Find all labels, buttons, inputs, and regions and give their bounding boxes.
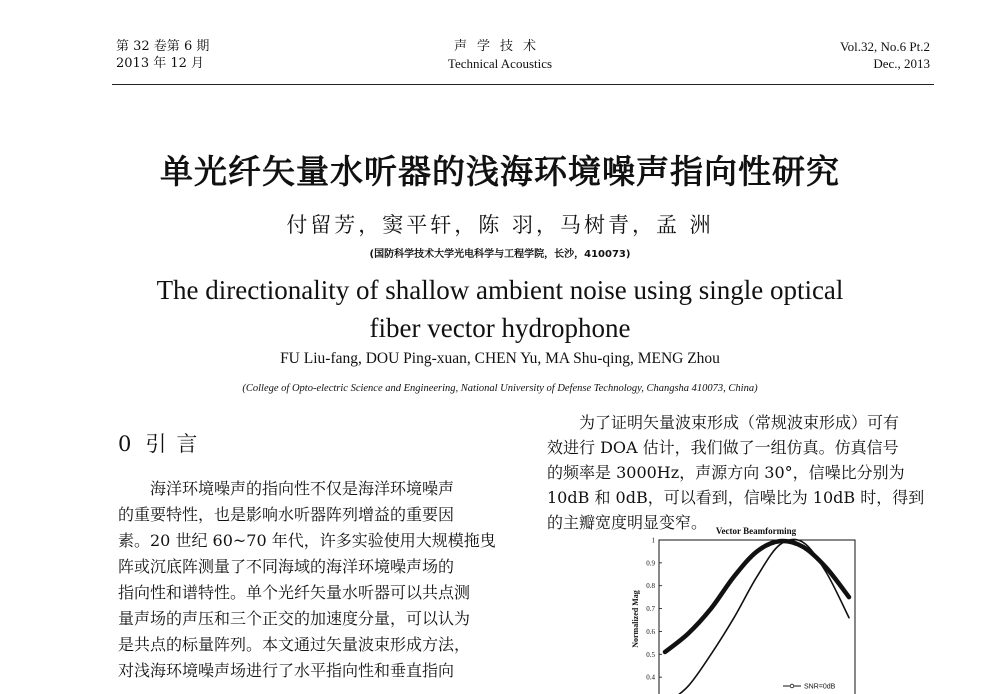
paragraph-line: 为了证明矢量波束形成（常规波束形成）可有	[547, 410, 939, 435]
paper-title-en-line1: The directionality of shallow ambient noise using single optical	[0, 271, 1000, 309]
journal-name-cn: 声学技术	[0, 38, 1000, 55]
series-lines	[665, 539, 849, 694]
y-axis-ticks	[646, 537, 662, 694]
affiliation-en: (College of Opto-electric Science and Engineering, National University of Defense Technology, Changsha 410073, China)	[0, 383, 1000, 394]
paper-title-en-line2: fiber vector hydrophone	[0, 309, 1000, 347]
paragraph-line: 量声场的声压和三个正交的加速度分量，可以认为	[118, 606, 510, 632]
paragraph-line: 海洋环境噪声的指向性不仅是海洋环境噪声	[118, 476, 510, 502]
paragraph-line: 对浅海环境噪声场进行了水平指向性和垂直指向	[118, 658, 510, 684]
paragraph-line: 效进行 DOA 估计，我们做了一组仿真。仿真信号	[547, 435, 939, 460]
paragraph-line: 素。20 世纪 60~70 年代，许多实验使用大规模拖曳	[118, 528, 510, 554]
y-tick-label: 0.4	[646, 674, 655, 682]
y-tick-label: 0.8	[646, 582, 655, 590]
paragraph-line: 是共点的标量阵列。本文通过矢量波束形成方法，	[118, 632, 510, 658]
section-heading	[118, 428, 207, 458]
series-line-1	[665, 541, 849, 652]
right-column-text	[547, 410, 939, 535]
journal-date-en: Dec., 2013	[840, 55, 930, 72]
legend-label: SNR=0dB	[804, 684, 836, 691]
header-rule	[112, 84, 934, 85]
legend	[783, 684, 836, 691]
paragraph-line: 指向性和谱特性。单个光纤矢量水听器可以共点测	[118, 580, 510, 606]
journal-date-cn: 2013 年 12 月	[116, 55, 209, 72]
y-tick-label: 0.5	[646, 651, 655, 659]
chart-title: Vector Beamforming	[716, 526, 797, 536]
paragraph-line: 的频率是 3000Hz，声源方向 30°，信噪比分别为	[547, 460, 939, 485]
paper-title-en	[0, 271, 1000, 347]
paragraph-line: 的主瓣宽度明显变窄。	[547, 510, 939, 535]
journal-volume-en: Vol.32, No.6 Pt.2	[840, 38, 930, 55]
y-tick-label: 0.9	[646, 559, 655, 567]
authors-cn: 付留芳，窦平轩，陈 羽，马树青，孟 洲	[0, 209, 1000, 239]
chart-ylabel: Normalized Mag	[631, 590, 640, 648]
paragraph-line: 阵或沉底阵测量了不同海域的海洋环境噪声场的	[118, 554, 510, 580]
left-column-text	[118, 476, 510, 684]
journal-issue-en	[840, 38, 930, 72]
section-number: 0	[118, 432, 131, 456]
journal-volume-cn: 第 32 卷第 6 期	[116, 38, 209, 55]
section-title: 引言	[145, 432, 207, 456]
y-tick-label: 1	[652, 537, 656, 545]
paragraph-line: 10dB 和 0dB，可以看到，信噪比为 10dB 时，得到	[547, 485, 939, 510]
authors-en: FU Liu-fang, DOU Ping-xuan, CHEN Yu, MA Shu-qing, MENG Zhou	[0, 350, 1000, 368]
y-tick-label: 0.7	[646, 605, 655, 613]
beamforming-chart	[625, 524, 865, 694]
legend-marker	[790, 684, 794, 688]
affiliation-cn: (国防科学技术大学光电科学与工程学院，长沙，410073)	[0, 245, 1000, 260]
paper-title-cn: 单光纤矢量水听器的浅海环境噪声指向性研究	[0, 146, 1000, 193]
journal-name-en: Technical Acoustics	[0, 55, 1000, 72]
plot-area	[659, 540, 855, 694]
y-tick-label: 0.6	[646, 628, 655, 636]
paragraph-line: 的重要特性，也是影响水听器阵列增益的重要因	[118, 502, 510, 528]
